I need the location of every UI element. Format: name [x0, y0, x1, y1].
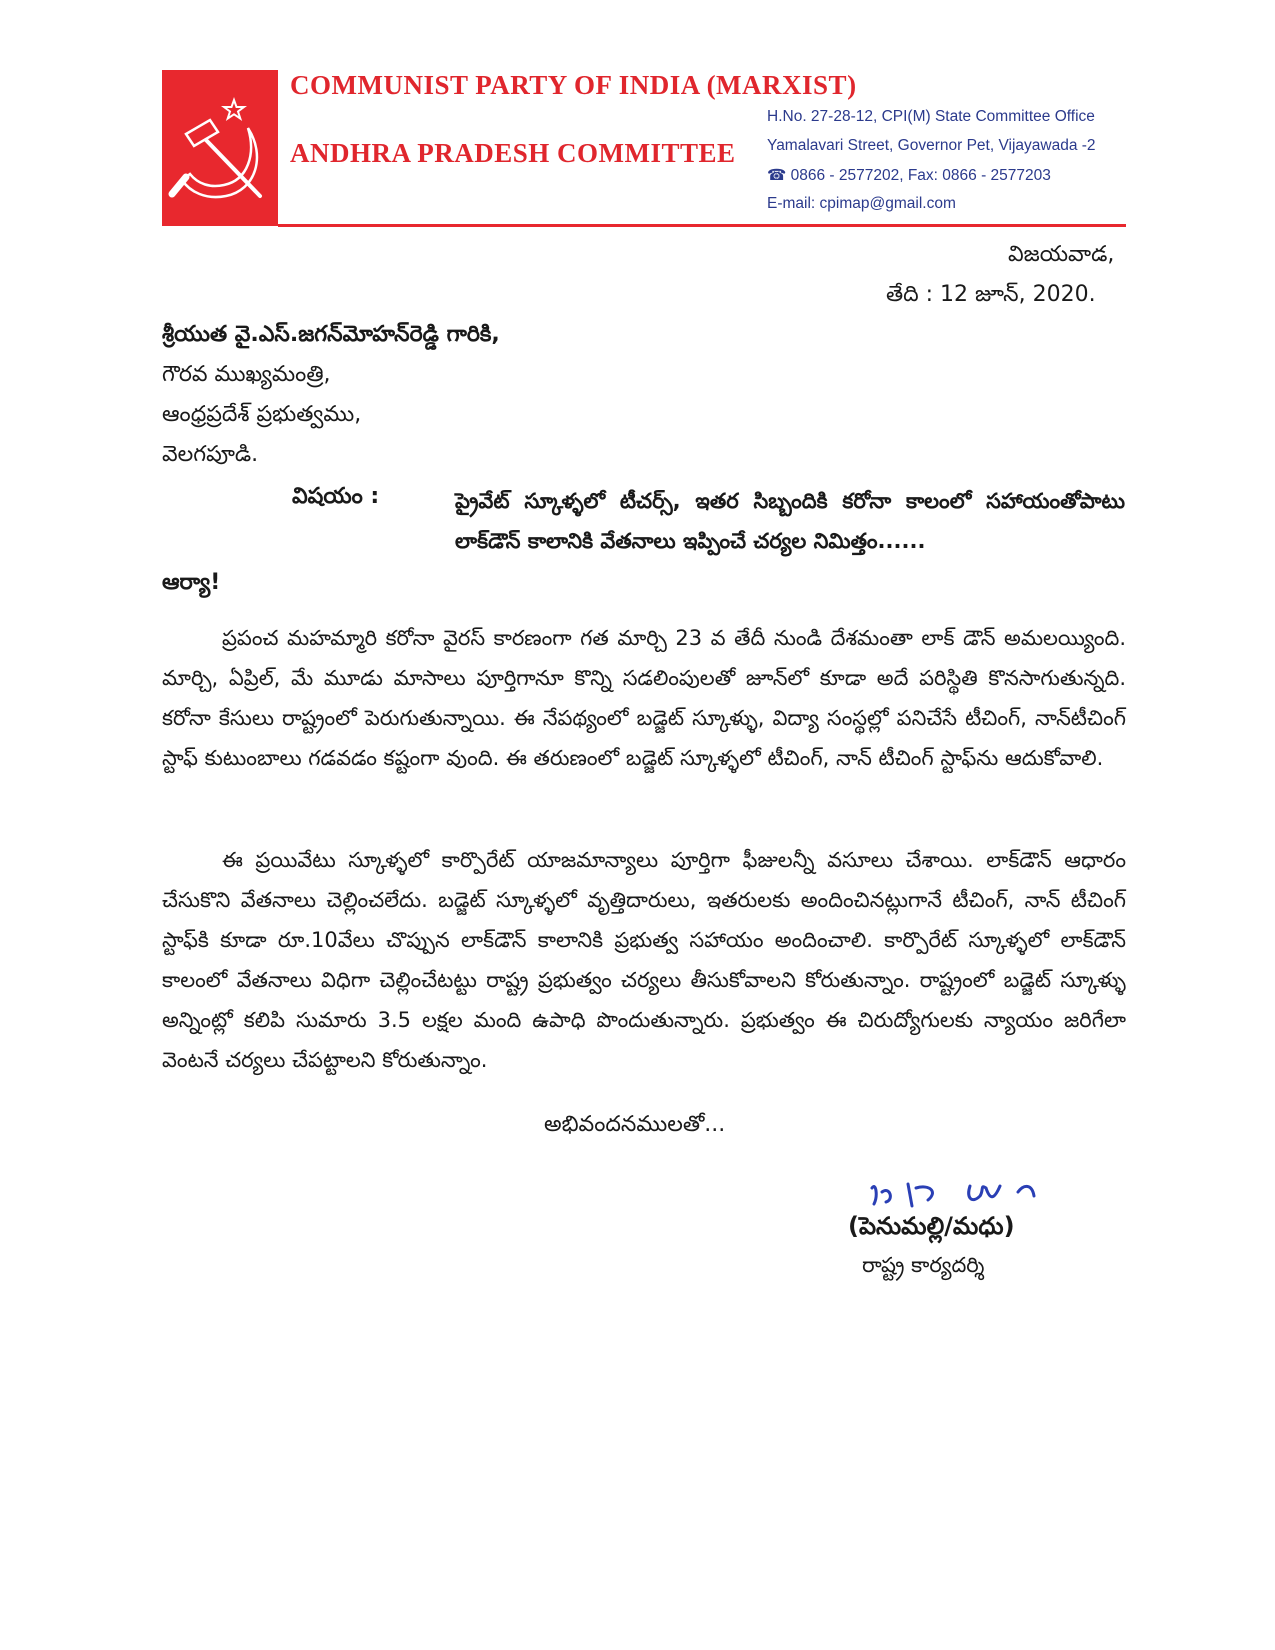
letter-date: తేది : 12 జూన్, 2020.: [886, 282, 1096, 307]
place: విజయవాడ,: [1008, 242, 1115, 267]
phone-fax-line: ☎ 0866 - 2577202, Fax: 0866 - 2577203: [767, 167, 1051, 184]
body-paragraph-2: ఈ ప్రయివేటు స్కూళ్ళలో కార్పొరేట్ యాజమాన్యాలు పూర్తిగా ఫీజులన్నీ వసూలు చేశాయి. లాక్‌డౌన్ ఆధారం చేసుకొని వేతనాలు చెల్లించలేదు. బడ్జెట్ స్కూళ్ళలో వృత్తిదారులు, ఇతరులకు అందించినట్లుగానే టీచింగ్, నాన్ టీచింగ్ స్టాఫ్‌కి కూడా రూ.10వేలు చొప్పున లాక్‌డౌన్ కాలానికి ప్రభుత్వ సహాయం అందించాలి. కార్పొరేట్ స్కూళ్ళలో లాక్‌డౌన్ కాలంలో వేతనాలు విధిగా చెల్లించేటట్టు రాష్ట్ర ప్రభుత్వం చర్యలు తీసుకోవాలని కోరుతున్నాం. రాష్ట్రంలో బడ్జెట్ స్కూళ్ళు అన్నింట్లో కలిపి సుమారు 3.5 లక్షల మంది ఉపాధి పొందుతున్నారు. ప్రభుత్వం ఈ చిరుద్యోగులకు న్యాయం జరిగేలా వెంటనే చర్యలు చేపట్టాలని కోరుతున్నాం.: [162, 848, 1126, 1072]
closing: అభివందనములతో...: [544, 1112, 726, 1137]
signatory-name: (పెనుమల్లి/మధు): [848, 1212, 1015, 1240]
party-logo: [162, 70, 278, 226]
hammer-sickle-star-icon: [162, 70, 278, 226]
subject-text: ప్రైవేట్ స్కూళ్ళలో టీచర్స్, ఇతర సిబ్బందికి కరోనా కాలంలో సహాయంతోపాటు లాక్‌డౌన్ కాలానికి వేతనాలు ఇప్పించే చర్యల నిమిత్తం......: [455, 489, 1125, 553]
recipient-name: శ్రీయుత వై.ఎస్.జగన్‌మోహన్‌రెడ్డి గారికి,: [162, 322, 500, 347]
address-line-2: Yamalavari Street, Governor Pet, Vijayawada -2: [767, 137, 1096, 154]
party-name: COMMUNIST PARTY OF INDIA (MARXIST): [290, 70, 857, 100]
subject-label: విషయం :: [292, 484, 380, 509]
body-paragraph-1: ప్రపంచ మహమ్మారి కరోనా వైరస్ కారణంగా గత మార్చి 23 వ తేదీ నుండి దేశమంతా లాక్ డౌన్ అమలయ్యింది. మార్చి, ఏప్రిల్, మే మూడు మాసాలు పూర్తిగానూ కొన్ని సడలింపులతో జూన్‌లో కూడా అదే పరిస్థితి కొనసాగుతున్నది. కరోనా కేసులు రాష్ట్రంలో పెరుగుతున్నాయి. ఈ నేపథ్యంలో బడ్జెట్ స్కూళ్ళు, విద్యా సంస్థల్లో పనిచేసే టీచింగ్, నాన్‌టీచింగ్ స్టాఫ్ కుటుంబాలు గడవడం కష్టంగా వుంది. ఈ తరుణంలో బడ్జెట్ స్కూళ్ళలో టీచింగ్, నాన్ టీచింగ్ స్టాఫ్‌ను ఆదుకోవాలి.: [162, 626, 1126, 770]
address-line-1: H.No. 27-28-12, CPI(M) State Committee Office: [767, 108, 1095, 125]
letterhead: [162, 70, 1126, 228]
signatory-title: రాష్ట్ర కార్యదర్శి: [862, 1253, 985, 1277]
salutation: ఆర్యా!: [162, 570, 221, 595]
recipient-office: ఆంధ్రప్రదేశ్ ప్రభుత్వము,: [162, 402, 362, 427]
committee-name: ANDHRA PRADESH COMMITTEE: [290, 138, 736, 168]
recipient-designation: గౌరవ ముఖ్యమంత్రి,: [162, 362, 331, 387]
recipient-location: వెలగపూడి.: [162, 442, 259, 467]
email-line: E-mail: cpimap@gmail.com: [767, 195, 956, 212]
letterhead-divider: [278, 224, 1126, 227]
